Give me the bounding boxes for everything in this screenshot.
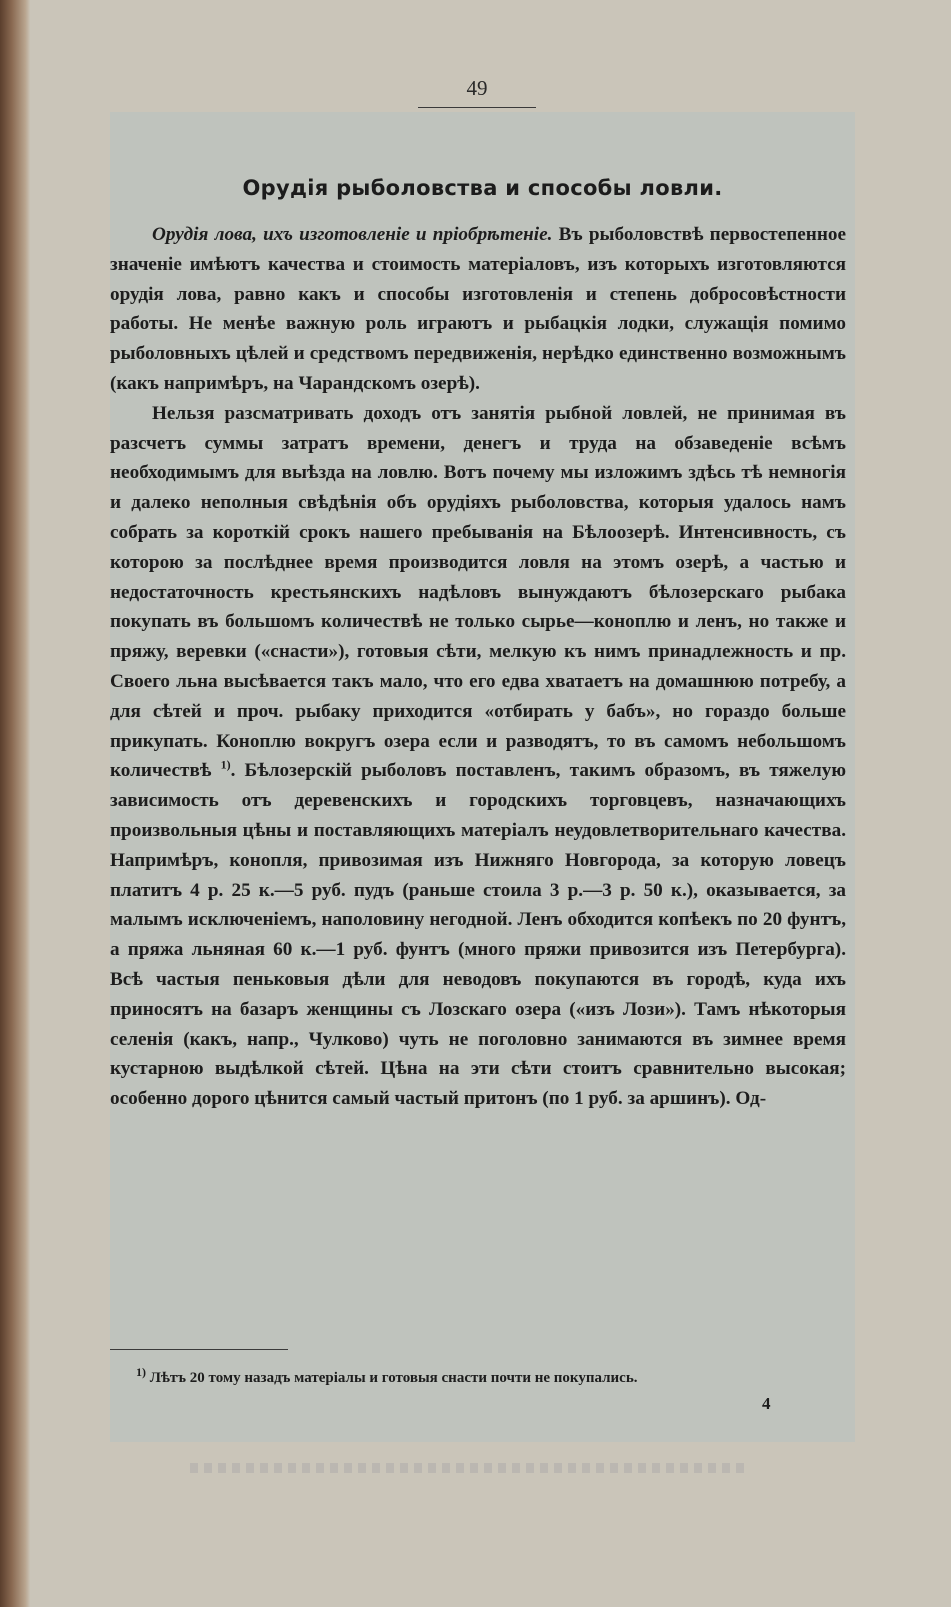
paragraph-2-text: Нельзя разсматривать доходъ отъ занятія рыбной ловлей, не принимая въ разсчетъ суммы затратъ времени, денегъ и труда на обзаведеніе всѣмъ необходимымъ для выѣзда на ловлю. Вотъ почему мы изложимъ здѣсь тѣ немногія и далеко неполныя свѣдѣнія объ орудіяхъ рыболовства, которыя удалось намъ собрать за короткій срокъ нашего пребыванія на Бѣлоозерѣ. Интенсивность, съ которою за послѣднее время производится ловля на этомъ озерѣ, а частью и недостаточность крестьянскихъ надѣловъ вынуждаютъ бѣлозерскаго рыбака покупать въ большомъ количествѣ не только сырье—коноплю и ленъ, но также и пряжу, веревки («снасти»), готовыя сѣти, мелкую къ нимъ принадлежность и пр. Своего льна высѣвается такъ мало, что его едва хватаетъ на домашнюю потребу, а для сѣтей и проч. рыбаку приходится «отбирать у бабъ», но гораздо больше прикупать. Коноплю вокругъ озера если и разводятъ, то въ самомъ небольшомъ количествѣ (110, 402, 846, 782)
footnote-text: Лѣтъ 20 тому назадъ матеріалы и готовыя снасти почти не покупались. (146, 1370, 638, 1386)
paragraph-2 (110, 399, 846, 1114)
paragraph-1 (110, 220, 846, 399)
paragraph-2-text-after: . Бѣлозерскій рыболовъ поставленъ, такимъ образомъ, въ тяжелую зависимость отъ деревенскихъ и городскихъ торговцевъ, назначающихъ произвольныя цѣны и поставляющихъ матеріалъ неудовлетворительнаго качества. Напримѣръ, конопля, привозимая изъ Нижняго Новгорода, за которую ловецъ платитъ 4 р. 25 к.—5 руб. пудъ (раньше стоила 3 р.—3 р. 50 к.), оказывается, за малымъ исключеніемъ, наполовину негодной. Ленъ обходится копѣекъ по 20 фунтъ, а пряжа льняная 60 к.—1 руб. фунтъ (много пряжи привозится изъ Петербурга). Всѣ частыя пеньковыя дѣли для неводовъ покупаются въ городѣ, куда ихъ приносятъ на базаръ женщины съ Лозскаго озера («изъ Лози»). Тамъ нѣкоторыя селенія (какъ, напр., Чулково) чуть не поголовно занимаются въ зимнее время кустарною выдѣлкой сѣтей. Цѣна на эти сѣти стоитъ сравнительно высокая; особенно дорого цѣнится самый частый притонъ (по 1 руб. за аршинъ). Од- (110, 760, 847, 1110)
footnote-marker: 1) (136, 1365, 146, 1379)
book-spine-shadow (0, 0, 30, 1607)
paragraph-1-italic-lead: Орудія лова, ихъ изготовленіе и пріобрѣтеніе. (152, 224, 553, 245)
page-number: 49 (418, 76, 536, 108)
signature-mark: 4 (762, 1394, 771, 1413)
footnote-divider (110, 1349, 288, 1350)
footnote-reference: 1) (220, 757, 231, 772)
section-heading: Орудія рыболовства и способы ловли. (242, 176, 723, 200)
bleed-through-text (190, 1463, 750, 1473)
paragraph-1-text: Въ рыболовствѣ первостепенное значеніе имѣютъ качества и стоимость матеріаловъ, изъ которыхъ изготовляются орудія лова, равно какъ и способы изготовленія и степень добросовѣстности работы. Не менѣе важную роль играютъ и рыбацкія лодки, служащія помимо рыболовныхъ цѣлей и средствомъ передвиженія, нерѣдко единственно возможнымъ (какъ напримѣръ, на Чарандскомъ озерѣ). (110, 224, 847, 394)
body-text (110, 220, 846, 1114)
footnote (136, 1365, 856, 1387)
